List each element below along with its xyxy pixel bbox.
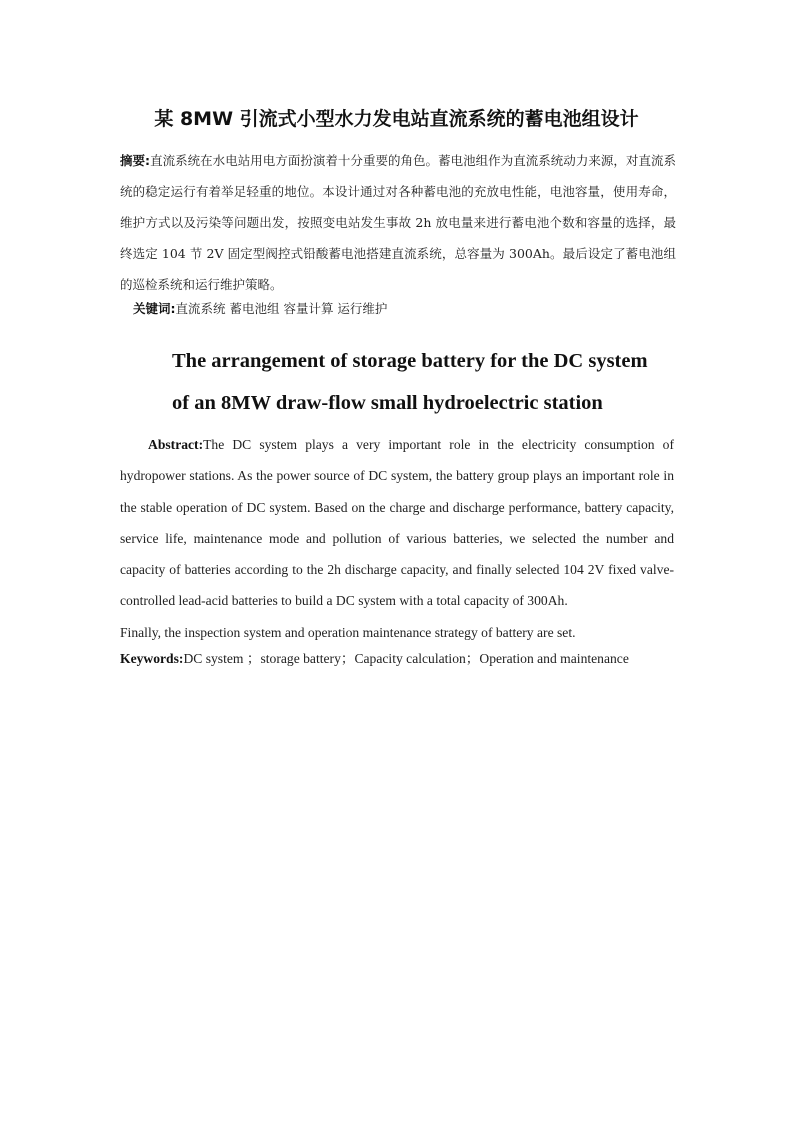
chinese-abstract-label: 摘要: [120, 153, 151, 168]
chinese-keywords [133, 298, 673, 320]
english-title-line-1: The arrangement of storage battery for the DC system [172, 350, 648, 372]
chinese-abstract-text: 直流系统在水电站用电方面扮演着十分重要的角色。蓄电池组作为直流系统动力来源，对直流系统的稳定运行有着举足轻重的地位。本设计通过对各种蓄电池的充放电性能，电池容量，使用寿命，维护方式以及污染等问题出发，按照变电站发生事故 2h 放电量来进行蓄电池个数和容量的选择，最终选定 104 节 2V 固定型阀控式铅酸蓄电池搭建直流系统，总容量为 300Ah。最后设定了蓄电池组的巡检系统和运行维护策略。 [120, 153, 676, 292]
english-abstract-last-line: Finally, the inspection system and operation maintenance strategy of battery are set. [120, 625, 576, 640]
english-keywords [120, 648, 700, 670]
english-title-line-2: of an 8MW draw-flow small hydroelectric station [172, 392, 603, 414]
chinese-keywords-text: 直流系统 蓄电池组 容量计算 运行维护 [175, 301, 388, 316]
english-abstract [120, 429, 674, 617]
english-abstract-text: The DC system plays a very important role in the electricity consumption of hydropower stations. As the power source of DC system, the battery group plays an important role in the stable operation of DC system. Based on the charge and discharge performance, battery capacity, service life, maintenance mode and pollution of various batteries, we selected the number and capacity of batteries according to the 2h discharge capacity, and finally selected 104 2V fixed valve-controlled lead-acid batteries to build a DC system with a total capacity of 300Ah. [120, 437, 674, 609]
chinese-title: 某 8MW 引流式小型水力发电站直流系统的蓄电池组设计 [154, 108, 639, 130]
english-abstract-label: Abstract: [148, 437, 204, 452]
chinese-keywords-label: 关键词: [133, 301, 176, 316]
chinese-abstract [120, 145, 676, 300]
english-title [172, 340, 732, 424]
english-keywords-text: DC system ；storage battery；Capacity calculation；Operation and maintenance [183, 651, 629, 666]
english-keywords-label: Keywords: [120, 651, 184, 666]
